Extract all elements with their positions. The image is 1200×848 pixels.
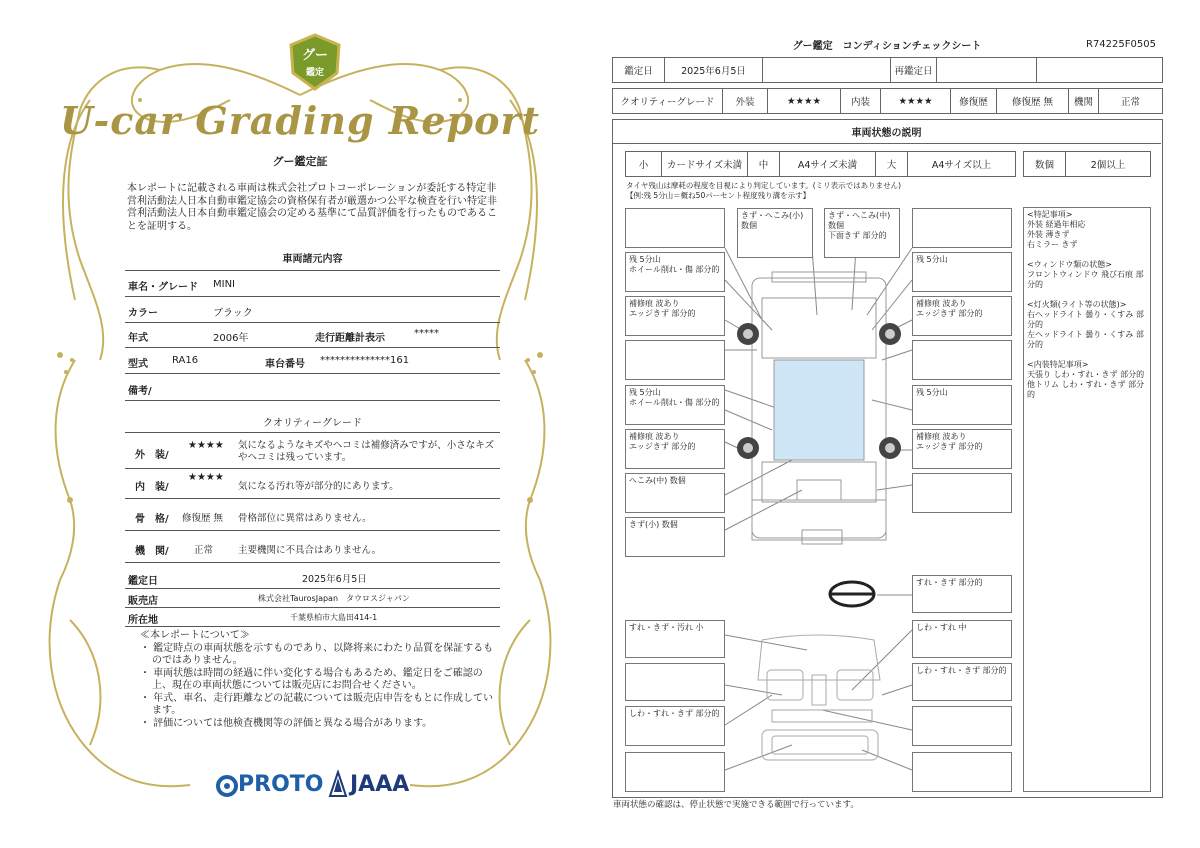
engine-value: 正常 <box>194 545 214 556</box>
callout-text: 残 5分山 <box>629 255 661 264</box>
note-heading: <ウィンドウ類の状態> <box>1027 260 1112 269</box>
callout-text: エッジきず 部分的 <box>629 442 696 451</box>
frame-label: 骨 格/ <box>135 514 169 525</box>
report-script-title: U-car Grading Report <box>59 98 541 143</box>
note-line: 他トリム しわ・すれ・きず 部分的 <box>1027 380 1145 399</box>
year-value: 2006年 <box>213 333 249 344</box>
divider <box>125 607 500 608</box>
callout-text: エッジきず 部分的 <box>629 309 696 318</box>
svg-text:グー: グー <box>301 48 329 63</box>
count-label: 数個 <box>1024 152 1066 176</box>
proto-logo: PROTO <box>238 772 324 797</box>
divider <box>125 626 500 627</box>
divider <box>125 347 500 348</box>
divider <box>125 432 500 433</box>
callout-top-center1 <box>737 208 813 258</box>
callout-right-repair2 <box>912 429 1012 469</box>
quality-row <box>612 88 1163 114</box>
callout-text: 下面きず 部分的 <box>828 231 887 240</box>
callout-int-right1 <box>912 620 1012 658</box>
note-line: 右ヘッドライト 曇り・くすみ 部分的 <box>1027 310 1144 329</box>
callout-left-dent <box>625 473 725 513</box>
engine-value: 正常 <box>1120 97 1140 108</box>
engine-label: 機 関/ <box>135 546 169 557</box>
callout-right-repair1 <box>912 296 1012 336</box>
callout-text: 残 5分山 <box>916 388 948 397</box>
empty-cell <box>763 58 891 82</box>
repair-value: 修復歴 無 <box>997 89 1069 113</box>
callout-box <box>912 706 1012 746</box>
interior-label: 内 装/ <box>135 482 169 493</box>
model-value: MINI <box>213 279 236 290</box>
callout-text: 補修痕 波あり <box>916 299 967 308</box>
callout-text: しわ・すれ・きず 部分的 <box>629 709 720 718</box>
callout-left-scratch <box>625 517 725 557</box>
frame-value: 修復歴 無 <box>182 513 224 524</box>
callout-text: 残 5分山 <box>916 255 948 264</box>
divider <box>125 498 500 499</box>
callout-text: エッジきず 部分的 <box>916 442 983 451</box>
note-item: ・ 年式、車名、走行距離などの記載については販売店申告をもとに作成しています。 <box>140 692 493 716</box>
int-stars: ★★★★ <box>881 89 951 113</box>
date-row <box>612 57 1163 83</box>
redate-label: 再鑑定日 <box>891 58 937 82</box>
notes-title: ≪本レポートについて≫ <box>140 630 250 641</box>
model-label: 車名・グレード <box>128 282 198 293</box>
callout-int-right2 <box>912 663 1012 701</box>
callout-text: すれ・きず 部分的 <box>916 578 983 587</box>
callout-text: へこみ(中) 数個 <box>629 476 686 485</box>
quality-label: クオリティーグレード <box>613 89 723 113</box>
exterior-stars: ★★★★ <box>188 440 224 451</box>
redate-value <box>937 58 1037 82</box>
callout-box <box>912 752 1012 792</box>
ext-label: 外装 <box>723 89 768 113</box>
mileage-value: ***** <box>414 328 439 339</box>
date-label: 鑑定日 <box>128 576 158 587</box>
size-small-desc: カードサイズ未満 <box>662 152 748 176</box>
report-notes <box>140 630 500 730</box>
note-line: 左ヘッドライト 曇り・くすみ 部分的 <box>1027 330 1144 349</box>
callout-box <box>912 473 1012 513</box>
mileage-label: 走行距離計表示 <box>315 333 385 344</box>
tire-note: タイヤ残山は摩耗の程度を目視により判定しています。(ミリ表示ではありません) <box>626 181 902 190</box>
exterior-text: 気になるようなキズやヘコミは補修済みですが、小さなキズやヘコミは残っています。 <box>238 440 495 463</box>
sheet-footer: 車両状態の確認は、停止状態で実施できる範囲で行っています。 <box>613 800 859 810</box>
note-heading: <内装特記事項> <box>1027 360 1089 369</box>
callout-box <box>625 208 725 248</box>
desc-title: 車両状態の説明 <box>612 119 1161 144</box>
callout-right-tire2 <box>912 385 1012 425</box>
callout-left-repair2 <box>625 429 725 469</box>
divider <box>125 296 500 297</box>
note-heading: <特記事項> <box>1027 210 1073 219</box>
date-value: 2025年6月5日 <box>665 58 763 82</box>
count-legend <box>1023 151 1151 177</box>
callout-text: ホイール削れ・傷 部分的 <box>629 398 720 407</box>
callout-text: しわ・すれ 中 <box>916 623 967 632</box>
date-label: 鑑定日 <box>613 58 665 82</box>
note-line: 右ミラー きず <box>1027 240 1078 249</box>
note-line: 天張り しわ・すれ・きず 部分的 <box>1027 370 1145 379</box>
count-desc: 2個以上 <box>1090 160 1126 171</box>
color-label: カラー <box>128 308 158 319</box>
callout-box <box>625 752 725 792</box>
divider <box>125 373 500 374</box>
report-id: R74225F0505 <box>1086 39 1156 50</box>
note-heading: <灯火類(ライト等の状態)> <box>1027 300 1127 309</box>
size-small: 小 <box>626 152 662 176</box>
sheet-title: グー鑑定 コンディションチェックシート <box>792 41 982 52</box>
specs-title: 車両諸元内容 <box>282 254 343 265</box>
callout-text: すれ・きず・汚れ 小 <box>629 623 704 632</box>
shop-value: 株式会社TaurosJapan タウロスジャパン <box>258 594 410 603</box>
notes-group-interior <box>1027 360 1147 400</box>
size-mid-desc: A4サイズ未満 <box>780 152 876 176</box>
callout-steering <box>912 575 1012 613</box>
callout-box <box>912 208 1012 248</box>
callout-text: 補修痕 波あり <box>916 432 967 441</box>
callout-left-tire1 <box>625 252 725 292</box>
certificate-title: グー鑑定証 <box>272 155 328 168</box>
divider <box>125 530 500 531</box>
jaaa-logo: JAAA <box>350 772 410 797</box>
divider <box>125 400 500 401</box>
svg-text:鑑定: 鑑定 <box>305 68 325 78</box>
callout-int-left1 <box>625 620 725 658</box>
shop-label: 販売店 <box>128 596 158 607</box>
callout-left-repair1 <box>625 296 725 336</box>
callout-text: しわ・すれ・きず 部分的 <box>916 666 1007 675</box>
address-label: 所在地 <box>128 615 158 626</box>
int-label: 内装 <box>841 89 881 113</box>
callout-text: きず・へこみ(小) 数個 <box>741 211 804 230</box>
ext-stars: ★★★★ <box>768 89 841 113</box>
proto-logo-icon <box>215 774 239 798</box>
divider <box>125 468 500 469</box>
address-value: 千葉県柏市大島田414-1 <box>290 613 378 622</box>
divider <box>125 588 500 589</box>
callout-box <box>912 340 1012 380</box>
interior-diagram <box>758 635 880 760</box>
notes-group-lights <box>1027 300 1147 350</box>
callout-text: 残 5分山 <box>629 388 661 397</box>
divider <box>125 322 500 323</box>
tire-example: 【例:残 5分山＝概ね50パーセント程度残り溝を示す】 <box>626 191 811 200</box>
note-item: ・ 評価については他検査機関等の評価と異なる場合があります。 <box>140 717 433 729</box>
repair-label: 修復歴 <box>951 89 997 113</box>
type-value: RA16 <box>172 355 199 366</box>
callout-box <box>625 340 725 380</box>
size-mid: 中 <box>748 152 780 176</box>
size-large-desc: A4サイズ以上 <box>931 160 992 171</box>
type-label: 型式 <box>128 359 148 370</box>
callout-text: エッジきず 部分的 <box>916 309 983 318</box>
chassis-value: **************161 <box>320 355 410 366</box>
callout-int-left2 <box>625 706 725 746</box>
callout-top-center2 <box>824 208 900 258</box>
engine-text: 主要機関に不具合はありません。 <box>238 545 382 556</box>
color-value: ブラック <box>213 308 253 319</box>
divider <box>125 270 500 271</box>
callout-right-tire1 <box>912 252 1012 292</box>
engine-label: 機関 <box>1069 89 1099 113</box>
steering-wheel-icon <box>830 582 874 606</box>
callout-text: 補修痕 波あり <box>629 432 680 441</box>
notes-group-special <box>1027 210 1147 250</box>
jaaa-logo-icon <box>328 770 348 798</box>
notes-group-window <box>1027 260 1147 290</box>
special-notes-panel <box>1023 207 1151 792</box>
size-legend <box>625 151 1016 177</box>
date-value: 2025年6月5日 <box>302 574 367 585</box>
size-large: 大 <box>876 152 908 176</box>
callout-text: ホイール削れ・傷 部分的 <box>629 265 720 274</box>
note-line: フロントウィンドウ 飛び石痕 部分的 <box>1027 270 1144 289</box>
callout-text: きず・へこみ(中) 数個 <box>828 211 891 230</box>
divider <box>125 562 500 563</box>
interior-text: 気になる汚れ等が部分的にあります。 <box>238 481 399 492</box>
callout-text: きず(小) 数個 <box>629 520 678 529</box>
chassis-label: 車台番号 <box>265 359 305 370</box>
goo-kantei-badge-icon <box>287 33 343 91</box>
remarks-label: 備考/ <box>128 386 152 397</box>
note-line: 外装 経過年相応 <box>1027 220 1086 229</box>
note-item: ・ 鑑定時点の車両状態を示すものであり、以降将来にわたり品質を保証するものではありません。 <box>140 642 494 666</box>
callout-text: 補修痕 波あり <box>629 299 680 308</box>
certificate-body: 本レポートに記載される車両は株式会社プロトコーポレーションが委託する特定非営利活動法人日本自動車鑑定協会の資格保有者が厳選かつ公平な検査を行い特定非営利活動法人日本自動車鑑定協会の定める基準にて品質評価を行ったものであることを証明する。 <box>127 183 497 232</box>
quality-grade-title: クオリティーグレード <box>263 418 362 429</box>
year-label: 年式 <box>128 333 148 344</box>
interior-stars: ★★★★ <box>188 472 224 483</box>
exterior-label: 外 装/ <box>135 450 169 461</box>
frame-text: 骨格部位に異常はありません。 <box>238 513 372 524</box>
note-line: 外装 薄きず <box>1027 230 1070 239</box>
callout-box <box>625 663 725 701</box>
note-item: ・ 車両状態は時間の経過に伴い変化する場合もあるため、鑑定日をご確認の上、現在の車両状態については販売店にお問合せください。 <box>140 667 483 691</box>
callout-left-tire2 <box>625 385 725 425</box>
